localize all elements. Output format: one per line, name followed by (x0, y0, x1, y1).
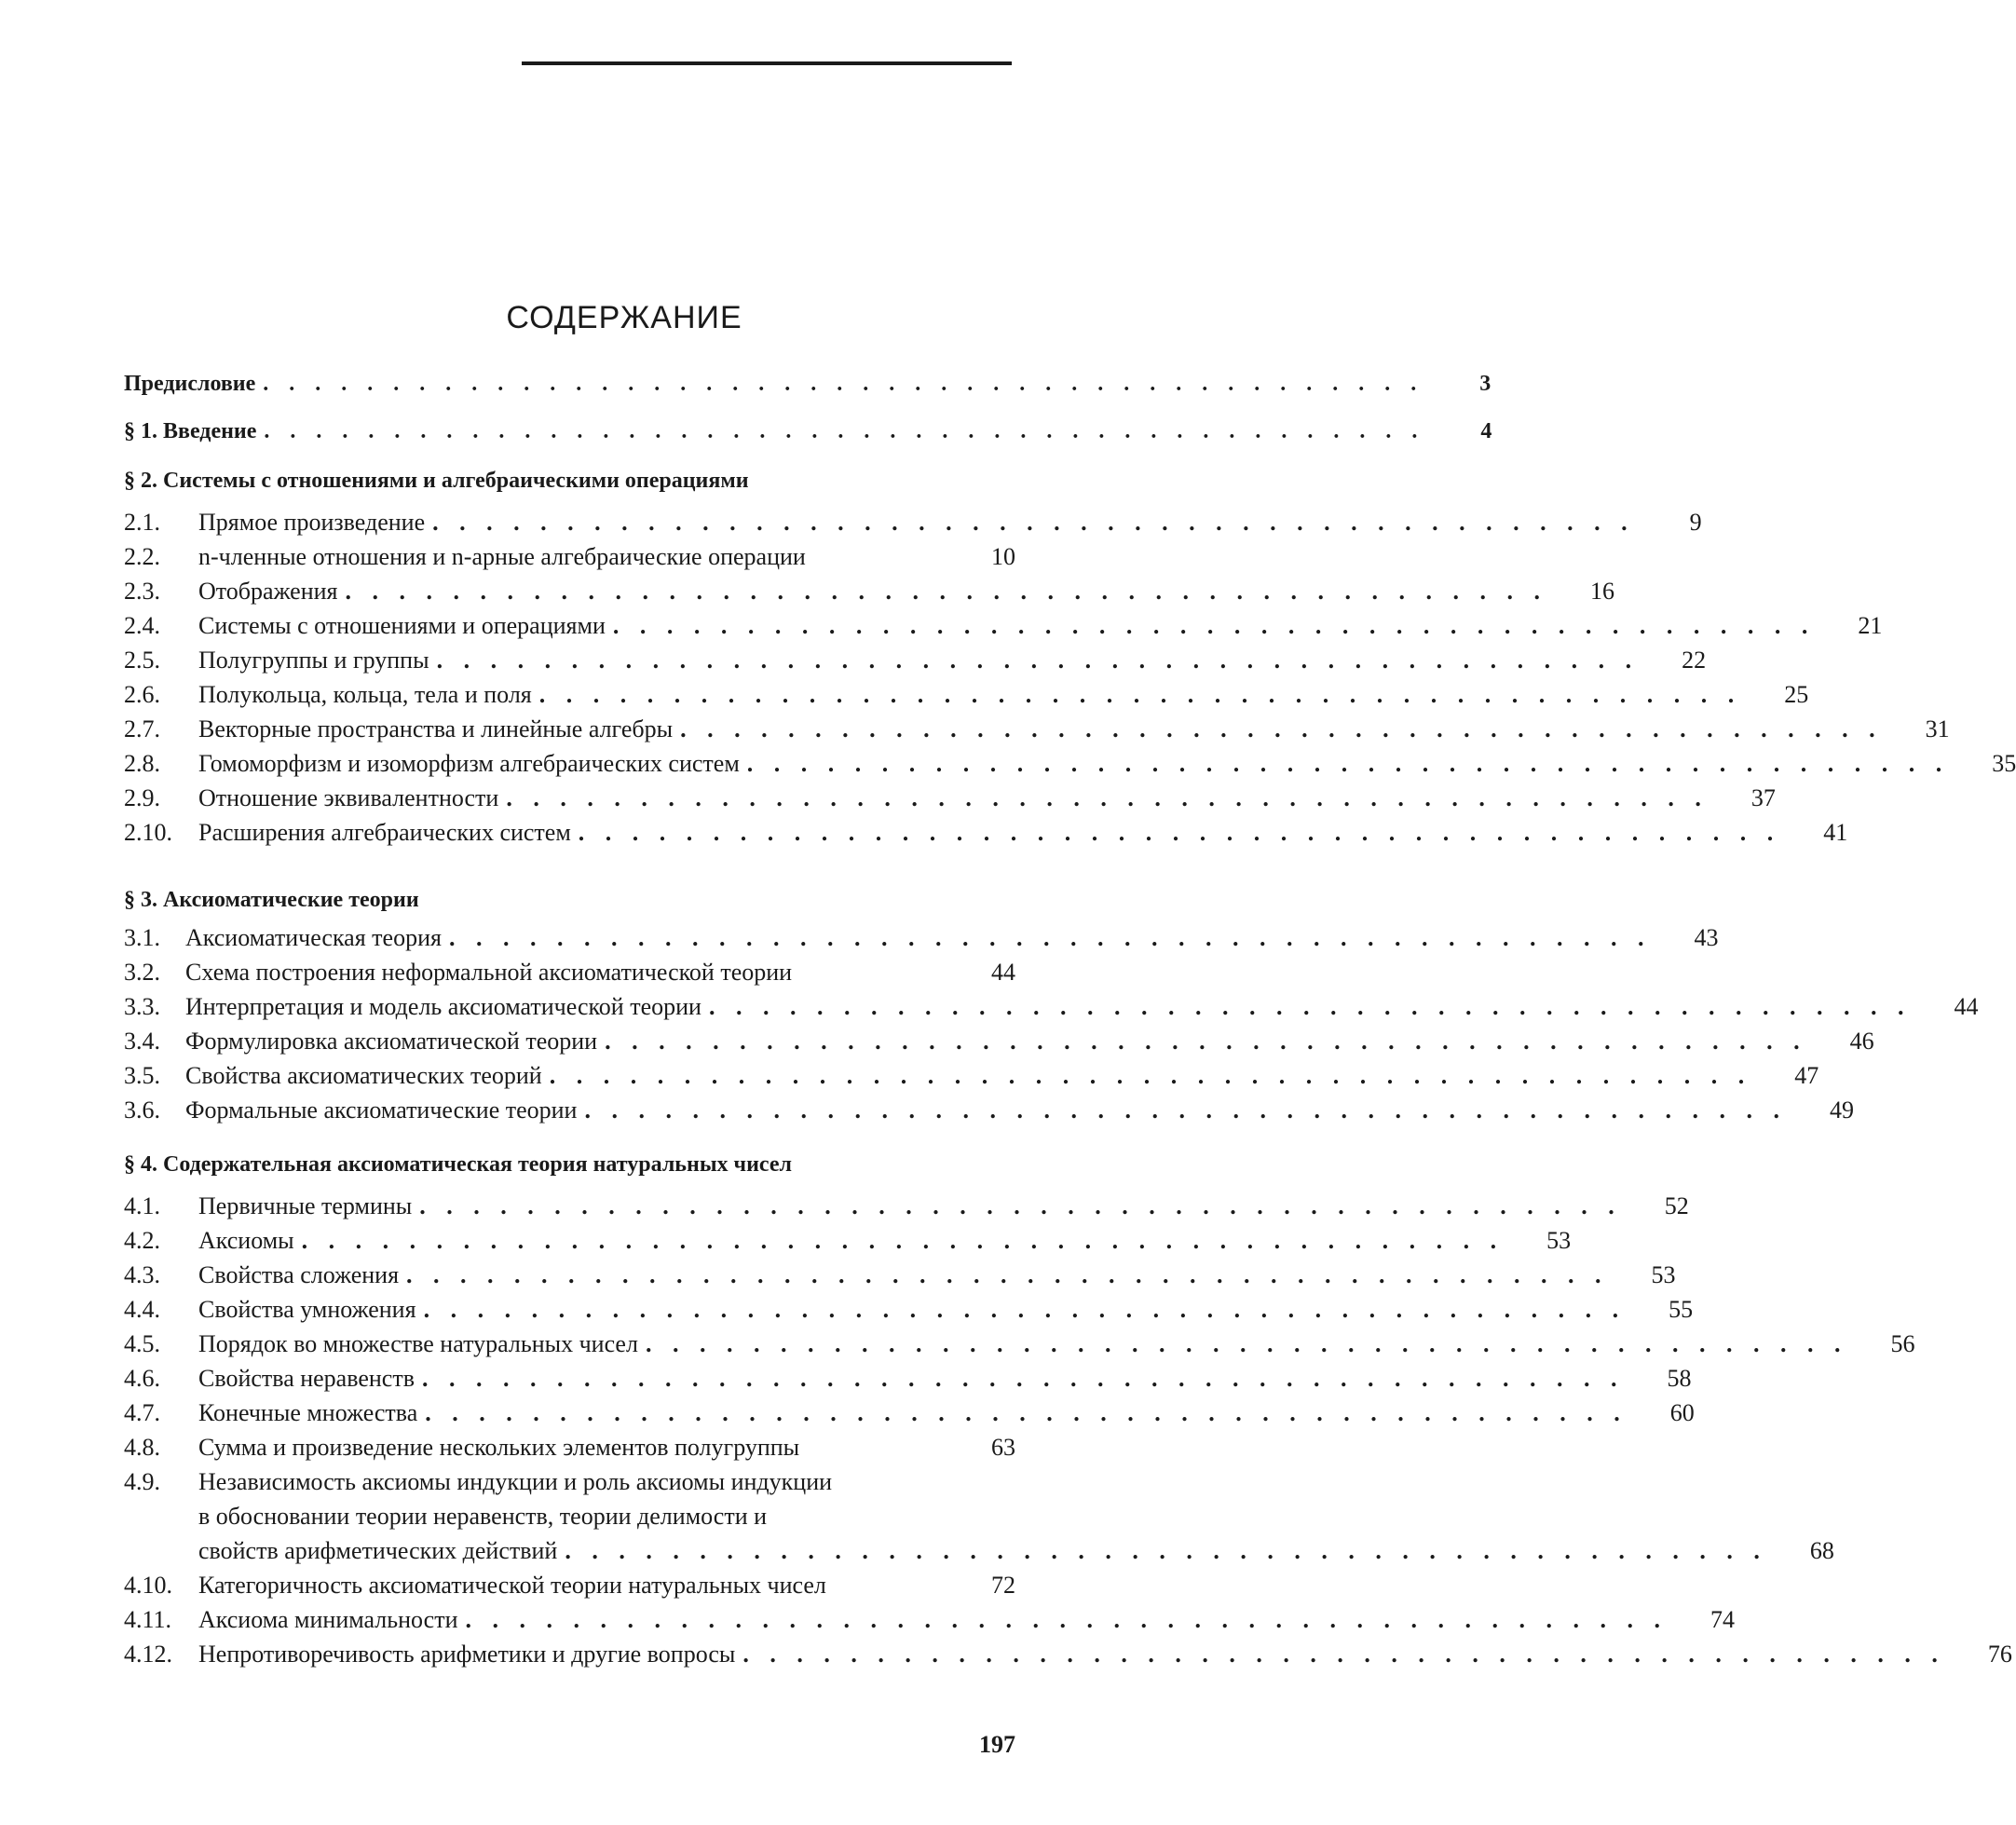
entry-number: 4.7. (124, 1396, 198, 1430)
entry-label: Отношение эквивалентности (198, 781, 498, 815)
entry-number: 4.10. (124, 1568, 198, 1602)
leader-dots (613, 608, 1816, 643)
entry-body (198, 1464, 1834, 1568)
entry-page: 47 (1763, 1058, 1818, 1093)
entry-label: Свойства неравенств (198, 1361, 415, 1396)
entry-number: 3.1. (124, 920, 185, 955)
entry-last-line (198, 1533, 1834, 1568)
entry-number: 2.2. (124, 539, 198, 574)
entry-number: 4.12. (124, 1637, 198, 1671)
toc-entry[interactable] (124, 643, 1015, 677)
entry-number: 3.5. (124, 1058, 185, 1093)
entry-page: 74 (1679, 1602, 1735, 1637)
entry-number: 4.5. (124, 1327, 198, 1361)
leader-dots (449, 920, 1652, 955)
section-4-list (124, 1189, 1015, 1671)
entry-label: Порядок во множестве натуральных чисел (198, 1327, 638, 1361)
entry-label: Прямое произведение (198, 505, 425, 539)
table-of-contents (124, 367, 1015, 1671)
leader-dots (263, 367, 1423, 402)
entry-page: 58 (1635, 1361, 1691, 1396)
entry-label: Сумма и произведение нескольких элементов полугруппы (198, 1430, 960, 1464)
entry-number: 2.8. (124, 746, 198, 781)
entry-label: Полукольца, кольца, тела и поля (198, 677, 532, 712)
entry-label: Категоричность аксиоматической теории натуральных чисел (198, 1568, 960, 1602)
leader-dots (550, 1058, 1752, 1093)
entry-page: 46 (1818, 1024, 1874, 1058)
entry-label: Свойства аксиоматических теорий (185, 1058, 542, 1093)
page-number: 197 (969, 1731, 1015, 1759)
toc-entry[interactable] (124, 574, 1015, 608)
toc-entry[interactable] (124, 781, 1015, 815)
entry-label: Непротиворечивость арифметики и другие вопросы (198, 1637, 735, 1671)
entry-page: 37 (1720, 781, 1776, 815)
entry-page: 4 (1436, 415, 1492, 449)
entry-number: 4.8. (124, 1430, 198, 1464)
entry-label: Свойства сложения (198, 1258, 399, 1292)
toc-entry[interactable] (124, 989, 1015, 1024)
toc-entry[interactable] (124, 505, 1015, 539)
toc-entry[interactable] (124, 1189, 1015, 1223)
toc-entry[interactable] (124, 1024, 1015, 1058)
entry-label: Предисловие (124, 367, 255, 402)
entry-number: 2.7. (124, 712, 198, 746)
toc-entry[interactable] (124, 920, 1015, 955)
leader-dots (506, 781, 1709, 815)
toc-entry-section-1[interactable] (124, 415, 1015, 449)
entry-number: 4.4. (124, 1292, 198, 1327)
section-2-heading[interactable]: § 2. Системы с отношениями и алгебраическими операциями (124, 462, 1015, 499)
toc-entry[interactable] (124, 1568, 1015, 1602)
toc-entry[interactable] (124, 1396, 1015, 1430)
entry-label: Аксиоматическая теория (185, 920, 442, 955)
entry-label: Расширения алгебраических систем (198, 815, 571, 850)
leader-dots (424, 1292, 1627, 1327)
entry-page: 31 (1894, 712, 1950, 746)
entry-page: 76 (1956, 1637, 2012, 1671)
entry-number: 3.6. (124, 1093, 185, 1127)
toc-entry[interactable] (124, 608, 1015, 643)
section-3-heading[interactable]: § 3. Аксиоматические теории (124, 881, 1015, 919)
leader-dots (346, 574, 1548, 608)
entry-number: 4.6. (124, 1361, 198, 1396)
entry-page: 41 (1791, 815, 1847, 850)
entry-number: 2.9. (124, 781, 198, 815)
entry-number: 4.1. (124, 1189, 198, 1223)
toc-entry[interactable] (124, 1430, 1015, 1464)
toc-entry[interactable] (124, 1602, 1015, 1637)
entry-label: Полугруппы и группы (198, 643, 429, 677)
entry-number: 2.3. (124, 574, 198, 608)
entry-page: 68 (1778, 1533, 1834, 1568)
leader-dots (680, 712, 1883, 746)
leader-dots (605, 1024, 1807, 1058)
leader-dots (264, 415, 1424, 449)
section-2-list (124, 505, 1015, 850)
toc-entry[interactable] (124, 1258, 1015, 1292)
entry-number: 3.4. (124, 1024, 185, 1058)
leader-dots (709, 989, 1912, 1024)
entry-page: 53 (1515, 1223, 1571, 1258)
entry-label: Аксиомы (198, 1223, 294, 1258)
entry-label: Схема построения неформальной аксиоматической теории (185, 955, 960, 989)
toc-entry[interactable] (124, 539, 1015, 574)
entry-page: 49 (1798, 1093, 1854, 1127)
entry-label: Формальные аксиоматические теории (185, 1093, 577, 1127)
section-4-heading[interactable]: § 4. Содержательная аксиоматическая теория натуральных чисел (124, 1146, 1015, 1183)
entry-page: 9 (1646, 505, 1702, 539)
entry-page: 53 (1620, 1258, 1676, 1292)
entry-page: 35 (1960, 746, 2016, 781)
entry-label: Аксиома минимальности (198, 1602, 457, 1637)
toc-entry[interactable] (124, 1637, 1015, 1671)
entry-page: 55 (1637, 1292, 1693, 1327)
entry-number: 4.11. (124, 1602, 198, 1637)
entry-page: 25 (1752, 677, 1808, 712)
leader-dots (584, 1093, 1787, 1127)
toc-entry[interactable] (124, 955, 1015, 989)
entry-number: 4.3. (124, 1258, 198, 1292)
entry-page: 72 (960, 1568, 1015, 1602)
entry-page: 10 (960, 539, 1015, 574)
leader-dots (432, 505, 1635, 539)
toc-entry[interactable] (124, 1223, 1015, 1258)
toc-entry[interactable] (124, 1058, 1015, 1093)
entry-label: Системы с отношениями и операциями (198, 608, 606, 643)
entry-page: 3 (1435, 367, 1491, 402)
toc-entry[interactable] (124, 1292, 1015, 1327)
entry-number: 3.3. (124, 989, 185, 1024)
entry-number: 4.2. (124, 1223, 198, 1258)
toc-entry[interactable] (124, 712, 1015, 746)
toc-entry-multiline[interactable] (124, 1464, 1015, 1568)
toc-entry[interactable] (124, 746, 1015, 781)
entry-label: Гомоморфизм и изоморфизм алгебраических систем (198, 746, 740, 781)
entry-page: 16 (1559, 574, 1614, 608)
page-title: СОДЕРЖАНИЕ (0, 300, 1118, 336)
leader-dots (747, 746, 1950, 781)
toc-entry[interactable] (124, 677, 1015, 712)
leader-dots (437, 643, 1640, 677)
entry-page: 52 (1633, 1189, 1689, 1223)
entry-number: 2.6. (124, 677, 198, 712)
leader-dots (425, 1396, 1628, 1430)
leader-dots (406, 1258, 1609, 1292)
leader-dots (742, 1637, 1945, 1671)
leader-dots (465, 1602, 1668, 1637)
entry-number: 2.10. (124, 815, 198, 850)
entry-label: Конечные множества (198, 1396, 417, 1430)
toc-entry-preface[interactable] (124, 367, 1015, 402)
leader-dots (302, 1223, 1505, 1258)
top-rule (522, 61, 1012, 65)
entry-number: 4.9. (124, 1464, 198, 1499)
entry-label: Интерпретация и модель аксиоматической теории (185, 989, 702, 1024)
entry-label-line: свойств арифметических действий (198, 1533, 557, 1568)
entry-page: 63 (960, 1430, 1015, 1464)
entry-number: 2.4. (124, 608, 198, 643)
entry-page: 44 (960, 955, 1015, 989)
entry-number: 2.5. (124, 643, 198, 677)
entry-label: n-членные отношения и n-арные алгебраические операции (198, 539, 960, 574)
entry-page: 43 (1662, 920, 1718, 955)
leader-dots (419, 1189, 1622, 1223)
leader-dots (422, 1361, 1625, 1396)
entry-label: Формулировка аксиоматической теории (185, 1024, 597, 1058)
leader-dots (579, 815, 1781, 850)
entry-label: Первичные термины (198, 1189, 412, 1223)
entry-page: 60 (1639, 1396, 1695, 1430)
entry-page: 22 (1650, 643, 1706, 677)
toc-entry[interactable] (124, 1093, 1015, 1127)
entry-label: § 1. Введение (124, 415, 256, 449)
leader-dots (539, 677, 1742, 712)
entry-page: 56 (1859, 1327, 1914, 1361)
toc-entry[interactable] (124, 1327, 1015, 1361)
section-3-list (124, 920, 1015, 1127)
entry-number: 2.1. (124, 505, 198, 539)
entry-page: 44 (1922, 989, 1978, 1024)
entry-label-line: в обосновании теории неравенств, теории делимости и (198, 1499, 1834, 1533)
entry-label: Векторные пространства и линейные алгебры (198, 712, 673, 746)
entry-label: Свойства умножения (198, 1292, 416, 1327)
entry-number: 3.2. (124, 955, 185, 989)
leader-dots (646, 1327, 1848, 1361)
entry-label-line: Независимость аксиомы индукции и роль аксиомы индукции (198, 1464, 1834, 1499)
toc-entry[interactable] (124, 815, 1015, 850)
leader-dots (565, 1533, 1767, 1568)
toc-entry[interactable] (124, 1361, 1015, 1396)
entry-page: 21 (1826, 608, 1882, 643)
entry-label: Отображения (198, 574, 338, 608)
